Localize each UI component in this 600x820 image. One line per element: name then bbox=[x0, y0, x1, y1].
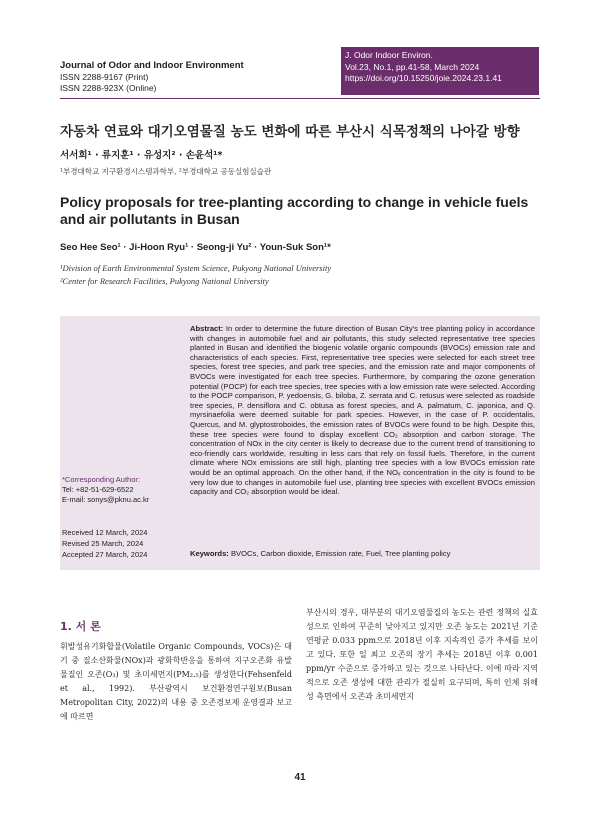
authors-korean: 서서희¹ · 류지훈¹ · 유성지² · 손윤석¹* bbox=[60, 150, 223, 161]
body-column-right: 부산시의 경우, 대부분의 대기오염물질의 농도는 관련 정책의 실효성으로 인하여 꾸준히 낮아지고 있지만 오존 농도는 2021년 기준 연평균 0.033 ppm으로 2018년 이후 지속적인 증가 추세를 보이고 있다. 또한 일 최고 오존의 장기 추세는 2018년 이후 0.001 ppm/yr 수준으로 증가하고 있는 것으로 나타난다. 이에 따라 지역적으로 오존 생성에 대한 관리가 절실히 요구되며, 특히 인체 위해성 측면에서 오존과 초미세먼지 bbox=[306, 608, 538, 701]
citation-box bbox=[341, 47, 539, 95]
authors-english: Seo Hee Seo¹ · Ji-Hoon Ryu¹ · Seong-ji Yu² · Youn-Suk Son¹* bbox=[60, 242, 331, 253]
citation-abbrev: J. Odor Indoor Environ. bbox=[345, 50, 433, 60]
date-received: Received 12 March, 2024 bbox=[62, 528, 148, 537]
title-english: Policy proposals for tree-planting according to change in vehicle fuels and air pollutants in Busan bbox=[60, 194, 529, 227]
section-heading: 1. 서 론 bbox=[60, 620, 101, 633]
date-revised: Revised 25 March, 2024 bbox=[62, 539, 144, 548]
issn-print: ISSN 2288-9167 (Print) bbox=[60, 71, 149, 82]
keywords bbox=[190, 549, 535, 558]
abstract-text: In order to determine the future direction of Busan City's tree planting policy in accordance with changes in automobile fuel and air pollutants, this study selected representative tree species planted in Busan and identified the biogenic volatile organic compounds (BVOCs) emission rate and characteristics of each species. First, representative tree species were selected for each street tree species, forest tree species, and park tree species, and the emission rate and major components of BVOCs were investigated for each tree species. Furthermore, by comparing the ozone generation potential (POCP) for each tree species, tree species with a low emission rate were selected. According to the POCP comparison, P. yedoensis, G. biloba, Z. serrata and C. retusus were selected as roadside tree species, P. densiflora and C. obtusa as forest species, and A. palmatum, C. japonica, and Q. myrsinaefolia were deemed suitable for park species. However, in the case of P. occidentalis, Quercus, and M. glyptostroboides, the emission rates of BVOCs were found to be high. Despite this, these tree species were found to display excellent CO₂ absorption and carbon storage. The concentration of NOx in the city center is likely to decrease due to the current trend of transitioning to eco-friendly cars worldwide, resulting in less cars that rely on fossil fuels. Therefore, in the current climate where NOx emissions are still high, planting tree species with a low BVOCs emission rate would be an optimal approach. On the other hand, if the NOₓ concentration in the city is found to be very low due to changes in automobile fuel use, planting tree species with excellent BVOCs emission capacity and CO₂ absorption would be ideal. bbox=[190, 324, 535, 497]
abstract-label: Abstract: bbox=[190, 324, 224, 333]
page-number: 41 bbox=[294, 772, 306, 783]
issn-online: ISSN 2288-923X (Online) bbox=[60, 83, 157, 93]
corresponding-email[interactable]: E-mail: sonys@pknu.ac.kr bbox=[62, 495, 150, 504]
corresponding-label: *Corresponding Author: bbox=[62, 475, 140, 484]
abstract bbox=[190, 324, 535, 497]
article-dates bbox=[62, 527, 147, 560]
keywords-label: Keywords: bbox=[190, 549, 229, 558]
affiliation-english bbox=[60, 262, 331, 288]
header-divider bbox=[60, 98, 540, 99]
body-column-left: 휘발성유기화합물(Volatile Organic Compounds, VOCs)은 대기 중 질소산화물(NOx)과 광화학반응을 통하여 지구오존화 유발물질인 오존(O₃) 및 초미세먼지(PM₂.₅)를 생성한다(Fehsenfeld et al., 1992). 부산광역시 보건환경연구원보(Busan Metropolitan City, 2022)의 내용 중 오존경보제 운영결과 보고에 따르면 bbox=[60, 642, 292, 721]
title-korean: 자동차 연료와 대기오염물질 농도 변화에 따른 부산시 식목정책의 나아갈 방향 bbox=[60, 124, 520, 140]
keywords-text: BVOCs, Carbon dioxide, Emission rate, Fuel, Tree planting policy bbox=[230, 549, 451, 558]
corresponding-author bbox=[62, 475, 149, 505]
affiliation-1: ¹Division of Earth Environmental System Science, Pukyong National University bbox=[60, 263, 332, 273]
corresponding-tel: Tel: +82-51-629-6522 bbox=[62, 485, 134, 494]
citation-volume: Vol.23, No.1, pp.41-58, March 2024 bbox=[345, 61, 480, 72]
affiliation-korean: ¹부경대학교 지구환경시스템과학부, ²부경대학교 공동실험실습관 bbox=[60, 167, 272, 176]
citation-doi[interactable]: https://doi.org/10.15250/joie.2024.23.1.41 bbox=[345, 73, 502, 83]
affiliation-2: ²Center for Research Facilities, Pukyong National University bbox=[60, 276, 269, 286]
journal-name: Journal of Odor and Indoor Environment bbox=[60, 60, 244, 71]
journal-info bbox=[60, 60, 244, 95]
date-accepted: Accepted 27 March, 2024 bbox=[62, 550, 148, 559]
